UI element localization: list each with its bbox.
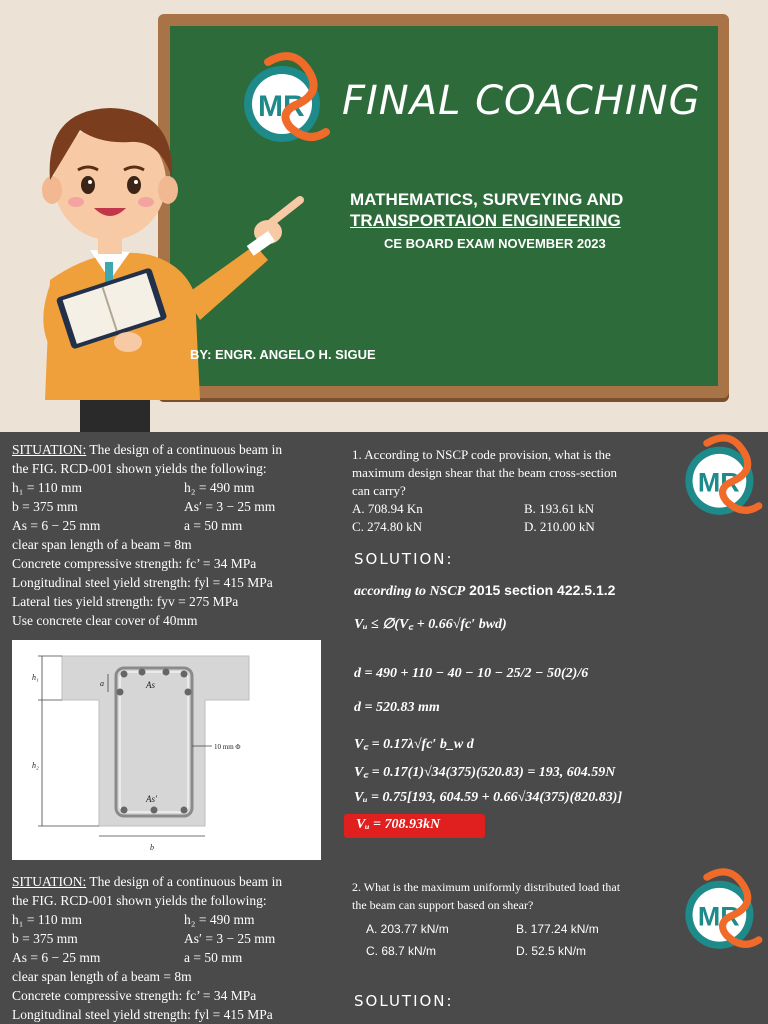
situation-intro-2b: the FIG. RCD-001 shown yields the following: bbox=[12, 893, 267, 908]
param-span: clear span length of a beam = 8m bbox=[12, 537, 192, 552]
q1-option-d: D. 210.00 kN bbox=[524, 519, 595, 534]
param-b-b: b = 375 mm bbox=[12, 931, 78, 946]
question-2 bbox=[352, 878, 682, 960]
q1-line-1: 1. According to NSCP code provision, what is the bbox=[352, 447, 611, 462]
param-as-prime-b: As′ = 3 − 25 mm bbox=[184, 931, 276, 946]
situation-block-2 bbox=[12, 872, 332, 1024]
param-h1-b: h₁ = 110 mm bbox=[12, 912, 82, 927]
param-cover: Use concrete clear cover of 40mm bbox=[12, 613, 198, 628]
beam-section-drawing bbox=[12, 640, 321, 860]
q2-option-a: A. 203.77 kN/m bbox=[366, 922, 449, 936]
eq-d-calc: d = 490 + 110 − 40 − 10 − 25/2 − 50(2)/6 bbox=[354, 666, 589, 681]
param-h2: h₂ = 490 mm bbox=[184, 480, 255, 495]
q2-line-1: 2. What is the maximum uniformly distributed load that bbox=[352, 880, 621, 894]
q1-line-2: maximum design shear that the beam cross-section bbox=[352, 465, 617, 480]
mr-logo-small bbox=[680, 434, 766, 524]
situation-intro-1b: The design of a continuous beam in bbox=[86, 874, 283, 889]
param-a: a = 50 mm bbox=[184, 518, 243, 533]
q1-option-b: B. 193.61 kN bbox=[524, 501, 595, 516]
svg-text:MR: MR bbox=[258, 90, 305, 123]
param-as-b: As = 6 − 25 mm bbox=[12, 950, 101, 965]
q2-option-c: C. 68.7 kN/m bbox=[366, 944, 437, 958]
fig-label-as-prime: As′ bbox=[146, 794, 157, 804]
q2-option-b: B. 177.24 kN/m bbox=[516, 922, 599, 936]
fig-label-as: As bbox=[146, 680, 155, 690]
q2-solution-label: SOLUTION: bbox=[354, 992, 454, 1010]
cover-subject-line-1: MATHEMATICS, SURVEYING AND bbox=[350, 190, 624, 209]
cover-title: FINAL COACHING bbox=[342, 78, 701, 124]
mr-logo bbox=[238, 52, 334, 152]
eq-vc-formula: V꜀ = 0.17λ√fc′ b_w d bbox=[354, 737, 474, 752]
param-fc-b: Concrete compressive strength: fc’ = 34 MPa bbox=[12, 988, 257, 1003]
q1-answer-box bbox=[344, 814, 485, 838]
q2-option-d: D. 52.5 kN/m bbox=[516, 944, 587, 958]
situation-label: SITUATION: bbox=[12, 442, 87, 457]
param-fyv: Lateral ties yield strength: fyv = 275 MPa bbox=[12, 594, 239, 609]
eq-vu-calc: Vᵤ = 0.75[193, 604.59 + 0.66√34(375)(820.83)] bbox=[354, 790, 623, 805]
situation-intro-2: the FIG. RCD-001 shown yields the following: bbox=[12, 461, 267, 476]
problem-slide bbox=[0, 432, 768, 1024]
param-fc: Concrete compressive strength: fc’ = 34 MPa bbox=[12, 556, 257, 571]
param-fyl: Longitudinal steel yield strength: fyl = 415 MPa bbox=[12, 575, 273, 590]
eq-d-result: d = 520.83 mm bbox=[354, 700, 440, 715]
cover-author: BY: ENGR. ANGELO H. SIGUE bbox=[190, 347, 376, 362]
eq-vc-calc: V꜀ = 0.17(1)√34(375)(520.83) = 193, 604.59N bbox=[354, 765, 616, 780]
param-a-b: a = 50 mm bbox=[184, 950, 243, 965]
q1-option-a: A. 708.94 Kn bbox=[352, 501, 423, 516]
fig-label-b: b bbox=[150, 843, 154, 852]
situation-block bbox=[12, 440, 332, 630]
param-as-prime: As′ = 3 − 25 mm bbox=[184, 499, 276, 514]
q1-option-c: C. 274.80 kN bbox=[352, 519, 423, 534]
fig-label-a: a bbox=[100, 679, 104, 688]
svg-text:MR: MR bbox=[697, 901, 740, 932]
q1-answer: Vᵤ = 708.93kN bbox=[356, 817, 441, 832]
mr-logo-small-2 bbox=[680, 868, 766, 958]
eq-vu-limit: Vᵤ ≤ ∅(V꜀ + 0.66√fc′ bwd) bbox=[354, 617, 507, 632]
cover-subject-line-2: TRANSPORTAION ENGINEERING bbox=[350, 211, 621, 230]
situation-label-2: SITUATION: bbox=[12, 874, 87, 889]
beam-figure bbox=[12, 640, 321, 860]
nscp-ref-section: 2015 section 422.5.1.2 bbox=[465, 582, 616, 598]
q2-line-2: the beam can support based on shear? bbox=[352, 898, 534, 912]
svg-text:MR: MR bbox=[697, 467, 740, 498]
question-1 bbox=[352, 446, 682, 536]
param-fyl-b: Longitudinal steel yield strength: fyl = 415 MPa bbox=[12, 1007, 273, 1022]
cover-exam: CE BOARD EXAM NOVEMBER 2023 bbox=[384, 236, 606, 251]
q1-solution-label: SOLUTION: bbox=[354, 550, 454, 568]
param-span-b: clear span length of a beam = 8m bbox=[12, 969, 192, 984]
situation-intro-1: The design of a continuous beam in bbox=[86, 442, 283, 457]
q1-line-3: can carry? bbox=[352, 483, 406, 498]
fig-label-h1: h₁ bbox=[32, 673, 39, 682]
cover-slide bbox=[0, 0, 768, 432]
param-h2-b: h₂ = 490 mm bbox=[184, 912, 255, 927]
nscp-ref-italic: according to NSCP bbox=[354, 584, 466, 599]
param-h1: h₁ = 110 mm bbox=[12, 480, 82, 495]
fig-label-h2: h₂ bbox=[32, 761, 39, 770]
fig-label-tie: 10 mm Φ bbox=[214, 743, 241, 751]
param-b: b = 375 mm bbox=[12, 499, 78, 514]
param-as: As = 6 − 25 mm bbox=[12, 518, 101, 533]
q1-nscp-ref bbox=[354, 582, 615, 600]
